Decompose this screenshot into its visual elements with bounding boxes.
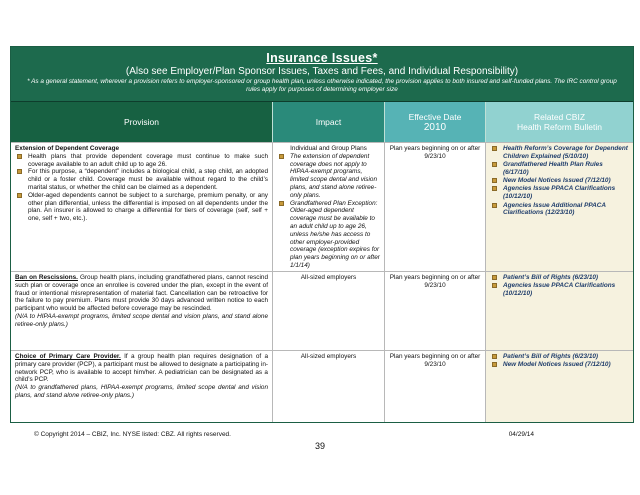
bulletin-cell	[486, 272, 633, 350]
header-provision	[11, 102, 273, 142]
gold-square-bullet-icon	[492, 203, 497, 208]
table-subtitle: (Also see Employer/Plan Sponsor Issues, Taxes and Fees, and Individual Responsibility)	[125, 66, 519, 77]
gold-square-bullet-icon	[492, 275, 497, 280]
gold-square-bullet-icon	[17, 154, 22, 159]
table-note: * As a general statement, wherever a provision refers to employer-sponsored or group health plan, unless otherwise indicated, the provision applies to both insured and self-funded plans. The IRC control group rules apply for purposes of determining employer size	[27, 78, 617, 93]
bulletin-link[interactable]	[490, 161, 629, 177]
header-effective-date	[385, 102, 486, 142]
gold-square-bullet-icon	[492, 186, 497, 191]
header-related-line1: Related CBIZ	[533, 112, 586, 122]
list-item	[15, 153, 268, 169]
provision-cell	[11, 143, 273, 271]
bulletin-link[interactable]	[490, 282, 629, 298]
provision-text: If a group health plan requires designation of a primary care provider (PCP), a participant must be allowed to designate a participating in-network PCP, who is available to accept him/her. A pediatrician can be designated as a child’s PCP.	[15, 353, 268, 384]
footer	[34, 431, 614, 438]
list-item	[15, 168, 268, 191]
table-row	[11, 271, 633, 350]
header-related-line2: Health Reform Bulletin	[516, 122, 603, 132]
gold-square-bullet-icon	[17, 169, 22, 174]
footer-date: 04/29/14	[508, 431, 534, 438]
bulletin-link-label: Agencies Issue Additional PPACA Clarifications (12/23/10)	[503, 201, 606, 217]
table-title: Insurance Issues*	[266, 51, 378, 65]
list-item	[15, 192, 268, 223]
gold-square-bullet-icon	[279, 154, 284, 159]
bulletin-link[interactable]	[490, 185, 629, 201]
header-related-bulletin	[486, 102, 633, 142]
header-effective-year: 2010	[423, 121, 447, 133]
gold-square-bullet-icon	[492, 362, 497, 367]
list-item	[277, 153, 380, 200]
bulletin-link-label: Agencies Issue PPACA Clarifications (10/12/10)	[503, 282, 616, 298]
bulletin-link-label: Health Reform’s Coverage for Dependent Children Explained (5/10/10)	[503, 145, 628, 160]
gold-square-bullet-icon	[492, 162, 497, 167]
provision-cell	[11, 351, 273, 422]
provision-title: Extension of Dependent Coverage	[15, 145, 120, 152]
provision-cell	[11, 272, 273, 350]
effective-cell: Plan years beginning on or after 9/23/10	[385, 272, 486, 350]
impact-bullet: Grandfathered Plan Exception: Older-aged dependent coverage must be available to an adult child up to age 26, unless he/she has access to other employer-provided coverage (exception expires for plan years beginning on or after 1/1/14)	[290, 199, 380, 269]
impact-cell: All-sized employers	[273, 272, 385, 350]
gold-square-bullet-icon	[279, 201, 284, 206]
header-effective-label: Effective Date	[408, 111, 462, 122]
impact-bullet: The extension of dependent coverage does not apply to HIPAA-exempt programs, limited scope dental and vision plans, and stand alone retiree-only plans.	[290, 152, 378, 199]
header-impact	[273, 102, 385, 142]
provision-bullet: For this purpose, a “dependent” includes a biological child, a step child, an adopted child or a foster child. Coverage must be available without regard to the child’s marital status, or whether the child can be claimed as a dependent.	[28, 168, 268, 191]
provision-text: Group health plans, including grandfathered plans, cannot rescind such plan or coverage once an enrollee is covered under the plan, except in the event of fraud or intentional misrepresentation of material fact. Cancellation can be retroactive for the failure to pay premium. Plans must provide 30 days advanced written notice to each participant who would be affected before coverage may be rescinded.	[15, 274, 268, 313]
provision-bullet: Older-aged dependents cannot be subject to a surcharge, premium penalty, or any other plan differential, unless the differential is imposed on all dependents under the plan. An insurer is allowed to charge a differential for tiers of coverage (self, self + one, self + two, etc.).	[28, 191, 268, 223]
impact-cell	[273, 143, 385, 271]
bulletin-link[interactable]	[490, 353, 629, 361]
bulletin-cell	[486, 143, 633, 271]
bulletin-link-label: Agencies Issue PPACA Clarifications (10/12/10)	[503, 185, 616, 201]
bulletin-link-label: New Model Notices Issued (7/12/10)	[503, 361, 611, 369]
page-number: 39	[314, 441, 325, 451]
provision-note: (N/A to grandfathered plans, HIPAA-exempt programs, limited scope dental and vision plans, and stand alone retiree-only plans.)	[15, 384, 268, 399]
header-provision-label: Provision	[124, 117, 159, 127]
provision-title: Choice of Primary Care Provider.	[15, 353, 121, 360]
table-banner	[11, 47, 633, 101]
bulletin-link[interactable]	[490, 202, 629, 218]
bulletin-link[interactable]	[490, 177, 629, 185]
bulletin-link[interactable]	[490, 361, 629, 369]
gold-square-bullet-icon	[492, 354, 497, 359]
table-row	[11, 350, 633, 422]
bulletin-link-label: Patient’s Bill of Rights (6/23/10)	[503, 274, 599, 281]
header-impact-label: Impact	[315, 117, 342, 127]
bulletin-cell	[486, 351, 633, 422]
provision-bullet: Health plans that provide dependent coverage must continue to make such coverage available to an adult child up to age 26.	[28, 152, 268, 168]
insurance-issues-table	[10, 46, 634, 423]
table-row	[11, 142, 633, 271]
effective-cell: Plan years beginning on or after 9/23/10	[385, 143, 486, 271]
gold-square-bullet-icon	[17, 193, 22, 198]
column-headers	[11, 101, 633, 142]
provision-note: (N/A to HIPAA-exempt programs, limited scope dental and vision plans, and stand alone retiree-only plans.)	[15, 312, 268, 328]
bulletin-link-label: Patient’s Bill of Rights (6/23/10)	[503, 353, 599, 360]
gold-square-bullet-icon	[492, 283, 497, 288]
effective-cell: Plan years beginning on or after 9/23/10	[385, 351, 486, 422]
bulletin-link-label: Grandfathered Health Plan Rules (6/17/10)	[503, 161, 603, 176]
list-item	[277, 200, 380, 270]
impact-cell: All-sized employers	[273, 351, 385, 422]
bulletin-link[interactable]	[490, 274, 629, 282]
copyright: © Copyright 2014 – CBIZ, Inc. NYSE listed: CBZ. All rights reserved.	[34, 431, 231, 438]
provision-title: Ban on Rescissions.	[15, 274, 78, 281]
gold-square-bullet-icon	[492, 178, 497, 183]
impact-heading: Individual and Group Plans	[290, 145, 367, 152]
gold-square-bullet-icon	[492, 146, 497, 151]
bulletin-link-label: New Model Notices Issued (7/12/10)	[503, 177, 611, 185]
bulletin-link[interactable]	[490, 145, 629, 161]
